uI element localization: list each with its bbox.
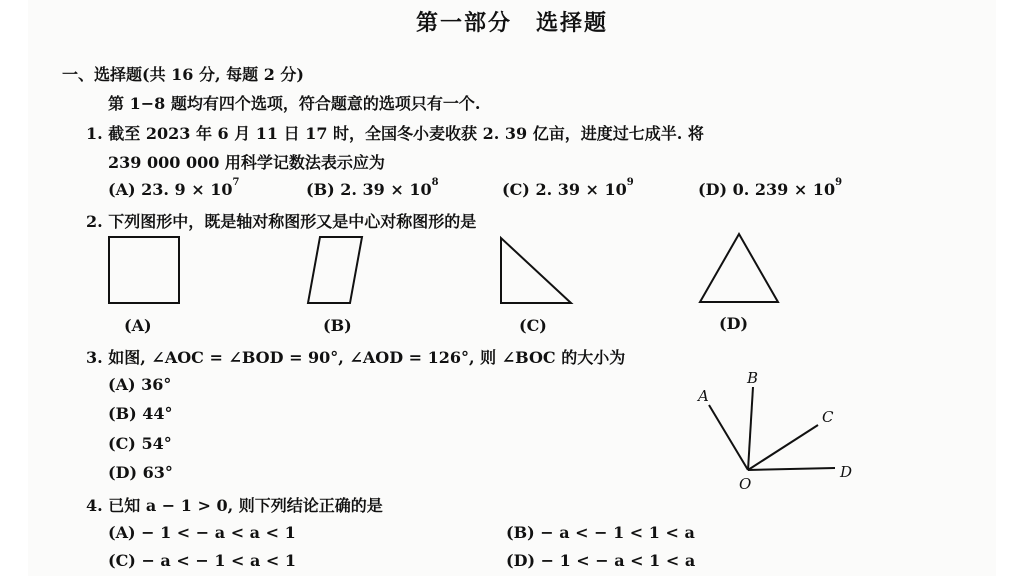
q4-option-c: (C) − a < − 1 < a < 1 [108,551,297,570]
q2-text: 2. 下列图形中，既是轴对称图形又是中心对称图形的是 [86,212,477,231]
ray-ob [748,387,753,470]
q1-option-c: (C) 2. $39 \times 10^9$ [502,177,634,199]
q4-text: 4. 已知 a − 1 > 0, 则下列结论正确的是 [86,496,383,515]
q1-line2: 239 000 000 用科学记数法表示应为 [108,153,385,172]
ray-od [748,468,835,470]
figure-label-c: (C) [519,316,547,335]
figure-label-a: (A) [124,316,152,335]
q3-option-d: (D) 63° [108,463,173,482]
point-label-d: D [840,463,853,481]
point-label-o: O [739,475,752,493]
ray-oa [709,405,748,470]
equilateral-triangle-figure [696,230,782,306]
q1-option-b: (B) 2. $39 \times 10^8$ [306,177,439,199]
q4-option-b: (B) − a < − 1 < 1 < a [506,523,695,542]
parallelogram-figure [305,234,365,306]
point-label-a: A [698,387,709,405]
square-figure [106,234,182,306]
q3-option-a: (A) 36° [108,375,172,394]
right-triangle-figure [497,234,575,306]
ray-oc [748,425,818,470]
q4-option-a: (A) − 1 < − a < a < 1 [108,523,296,542]
q3-option-b: (B) 44° [108,404,173,423]
q4-option-d: (D) − 1 < − a < 1 < a [506,551,696,570]
q3-text: 3. 如图, ∠AOC = ∠BOD = 90°, ∠AOD = 126°, 则 ∠BOC 的大小为 [86,348,626,367]
page-title: 第一部分 选择题 [415,11,608,36]
q3-option-c: (C) 54° [108,434,172,453]
figure-label-b: (B) [323,316,352,335]
point-label-b: B [747,369,759,387]
section-instruction: 第 1−8 题均有四个选项，符合题意的选项只有一个. [108,94,481,113]
q1-option-d: (D) 0. $239 \times 10^9$ [698,177,843,199]
section-heading: 一、选择题(共 16 分, 每题 2 分) [62,65,304,84]
angle-diagram [690,365,865,495]
point-label-c: C [822,408,834,426]
figure-label-d: (D) [719,314,749,333]
q1-line1: 1. 截至 2023 年 6 月 11 日 17 时，全国冬小麦收获 2. 39 亿亩，进度过七成半. 将 [86,124,704,143]
q1-option-a: (A) 23. $9 \times 10^7$ [108,177,240,199]
